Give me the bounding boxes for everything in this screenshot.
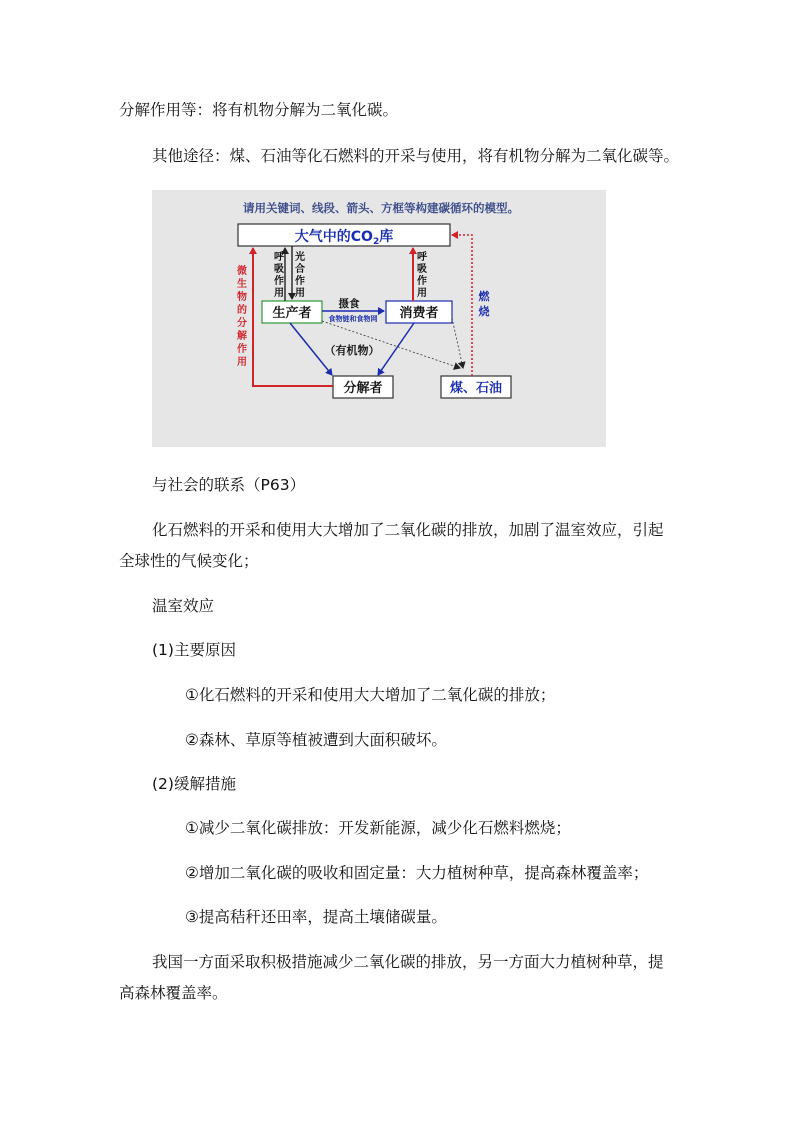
microbe-decomposition-label (237, 264, 248, 368)
svg-text:物: 物 (237, 292, 247, 303)
burning-arrow (452, 235, 472, 376)
paragraph-measure-1: ①减少二氧化碳排放：开发新能源，减少化石燃料燃烧； (185, 819, 571, 837)
food-chain-label: 食物链和食物网 (328, 315, 378, 323)
svg-text:吸: 吸 (274, 264, 284, 275)
svg-text:用: 用 (237, 357, 247, 368)
paragraph-cause-1: ①化石燃料的开采和使用大大增加了二氧化碳的排放； (185, 686, 556, 704)
svg-text:烧: 烧 (478, 305, 490, 318)
carbon-cycle-svg (152, 190, 606, 447)
paragraph-measure-2: ②增加二氧化碳的吸收和固定量：大力植树种草，提高森林覆盖率； (185, 864, 649, 882)
svg-text:呼: 呼 (417, 252, 427, 263)
producer-label: 生产者 (272, 306, 312, 321)
organic-matter-label: （有机物） (324, 344, 380, 357)
respiration-right-label (417, 250, 428, 299)
svg-text:呼: 呼 (274, 252, 284, 263)
carbon-cycle-diagram (152, 190, 606, 447)
burning-label (478, 289, 491, 318)
paragraph-fossil-fuel-impact-2: 全球性的气候变化； (119, 552, 259, 570)
photosynthesis-label (295, 250, 305, 299)
svg-text:的: 的 (237, 305, 247, 316)
consumer-to-decomposer-arrow (378, 323, 414, 375)
svg-text:作: 作 (274, 276, 284, 287)
svg-text:作: 作 (417, 276, 427, 287)
svg-text:合: 合 (295, 264, 305, 275)
svg-text:分: 分 (237, 318, 247, 329)
svg-text:解: 解 (237, 331, 247, 342)
svg-text:吸: 吸 (417, 264, 427, 275)
paragraph-other-routes: 其他途径：煤、石油等化石燃料的开采与使用，将有机物分解为二氧化碳等。 (152, 147, 680, 165)
consumer-label: 消费者 (399, 306, 439, 321)
fossil-fuel-label: 煤、石油 (449, 381, 503, 396)
svg-text:用: 用 (274, 288, 284, 299)
paragraph-decomposition: 分解作用等：将有机物分解为二氧化碳。 (119, 101, 399, 119)
paragraph-measure-3: ③提高秸秆还田率，提高土壤储碳量。 (185, 908, 447, 926)
paragraph-greenhouse-heading: 温室效应 (152, 597, 215, 615)
diagram-heading: 请用关键词、线段、箭头、方框等构建碳循环的模型。 (243, 201, 519, 215)
svg-text:作: 作 (237, 344, 247, 355)
svg-text:微: 微 (237, 266, 247, 277)
atmosphere-label: 大气中的$CO_2$库 (294, 229, 394, 247)
svg-text:用: 用 (295, 288, 305, 299)
svg-text:生: 生 (237, 279, 247, 290)
paragraph-society-heading: 与社会的联系（P63） (152, 476, 306, 494)
paragraph-china-policy-1: 我国一方面采取积极措施减少二氧化碳的排放，另一方面大力植树种草，提 (152, 953, 664, 971)
ingestion-label: 摄食 (338, 298, 360, 310)
respiration-left-label (274, 250, 285, 299)
paragraph-china-policy-2: 高森林覆盖率。 (119, 984, 228, 1002)
paragraph-cause-2: ②森林、草原等植被遭到大面积破坏。 (185, 731, 447, 749)
paragraph-main-causes: (1)主要原因 (152, 641, 236, 659)
svg-text:作: 作 (295, 276, 305, 287)
svg-text:用: 用 (417, 288, 427, 299)
decomposer-label: 分解者 (343, 381, 383, 396)
svg-text:燃: 燃 (478, 290, 490, 303)
paragraph-mitigation: (2)缓解措施 (152, 775, 236, 793)
paragraph-fossil-fuel-impact-1: 化石燃料的开采和使用大大增加了二氧化碳的排放，加剧了温室效应，引起 (152, 521, 664, 539)
consumer-to-fossil-line (452, 318, 463, 368)
svg-text:光: 光 (295, 252, 305, 263)
